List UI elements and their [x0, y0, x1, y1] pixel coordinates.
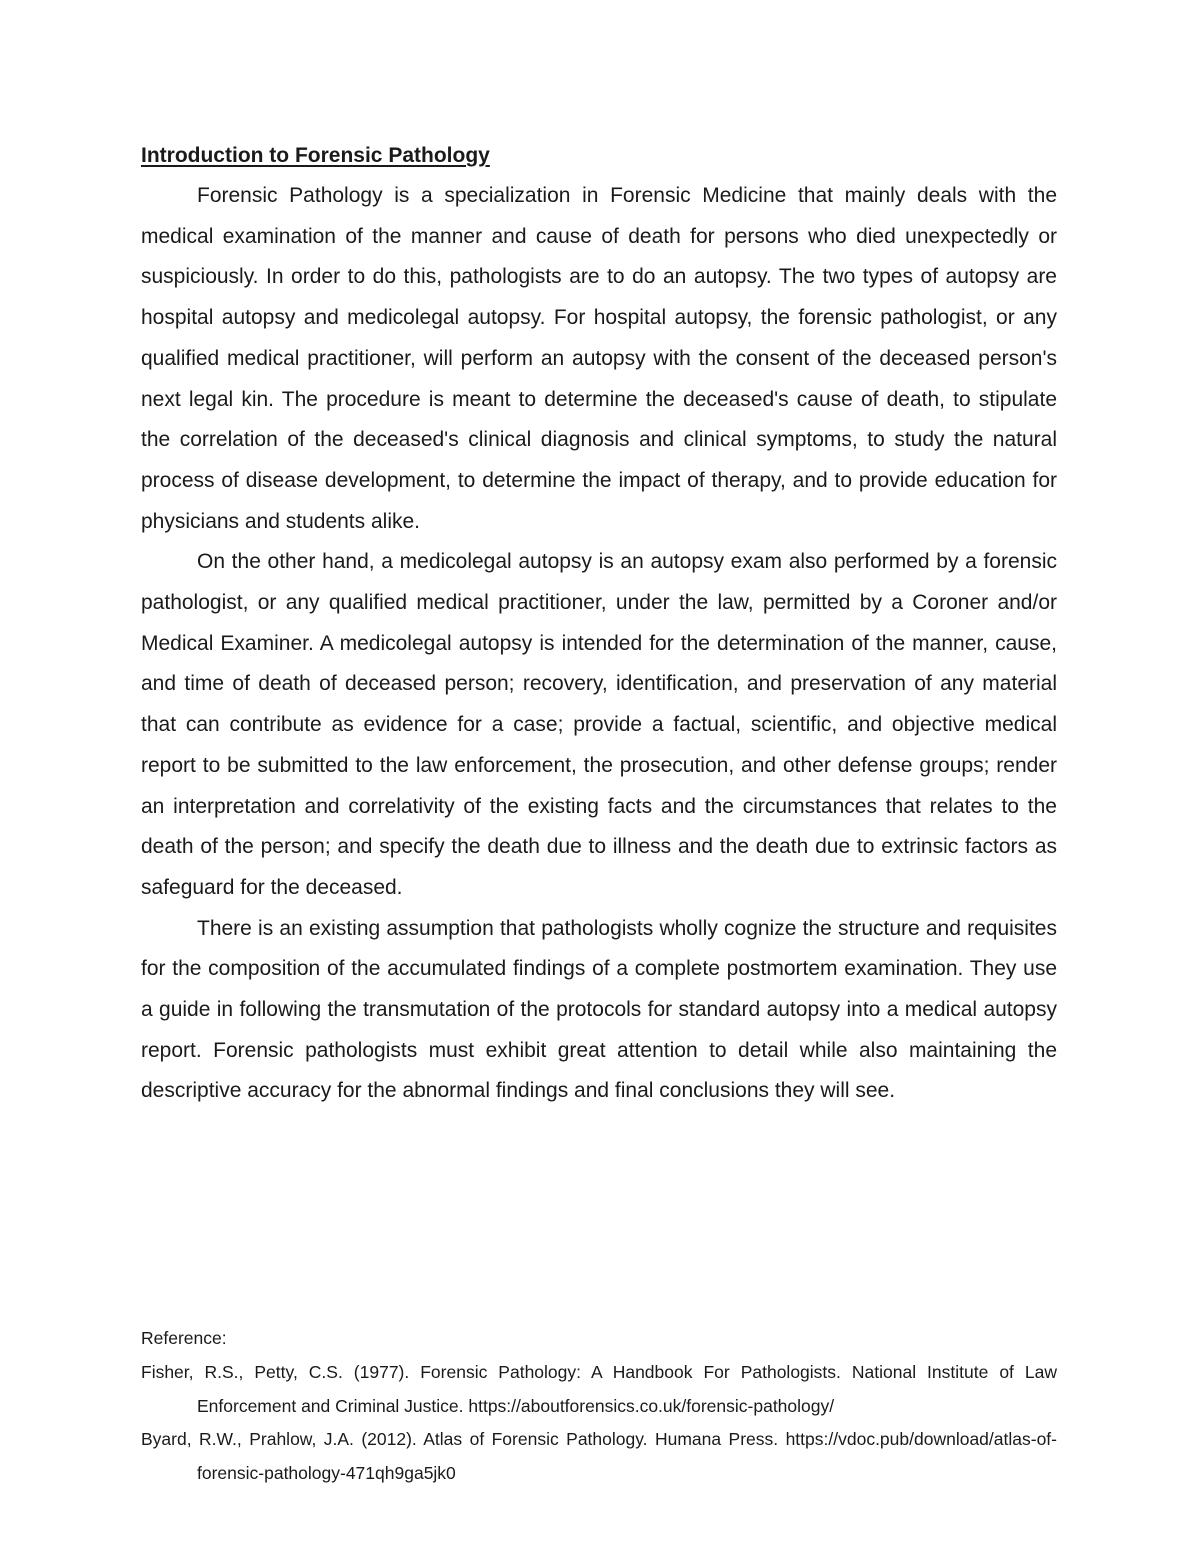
document-title: Introduction to Forensic Pathology	[141, 144, 490, 167]
document-body	[141, 140, 1057, 1112]
paragraph-2: On the other hand, a medicolegal autopsy is an autopsy exam also performed by a forensic pathologist, or any qualified medical practitioner, under the law, permitted by a Coroner and/or Medical Examiner. A medicolegal autopsy is intended for the determination of the manner, cause, and time of death of deceased person; recovery, identification, and preservation of any material that can contribute as evidence for a case; provide a factual, scientific, and objective medical report to be submitted to the law enforcement, the prosecution, and other defense groups; render an interpretation and correlativity of the existing facts and the circumstances that relates to the death of the person; and specify the death due to illness and the death due to extrinsic factors as safeguard for the deceased.	[141, 550, 1057, 899]
reference-entry-2: Byard, R.W., Prahlow, J.A. (2012). Atlas of Forensic Pathology. Humana Press. https://vdoc.pub/download/atlas-of-forensic-pathology-471qh9ga5jk0	[141, 1429, 1057, 1484]
paragraph-3: There is an existing assumption that pathologists wholly cognize the structure and requisites for the composition of the accumulated findings of a complete postmortem examination. They use a guide in following the transmutation of the protocols for standard autopsy into a medical autopsy report. Forensic pathologists must exhibit great attention to detail while also maintaining the descriptive accuracy for the abnormal findings and final conclusions they will see.	[141, 916, 1057, 1103]
references-heading: Reference:	[141, 1328, 227, 1348]
reference-entry-1: Fisher, R.S., Petty, C.S. (1977). Forensic Pathology: A Handbook For Pathologists. National Institute of Law Enforcement and Criminal Justice. https://aboutforensics.co.uk/forensic-pathology/	[141, 1361, 1057, 1416]
paragraph-1: Forensic Pathology is a specialization in Forensic Medicine that mainly deals with the medical examination of the manner and cause of death for persons who died unexpectedly or suspiciously. In order to do this, pathologists are to do an autopsy. The two types of autopsy are hospital autopsy and medicolegal autopsy. For hospital autopsy, the forensic pathologist, or any qualified medical practitioner, will perform an autopsy with the consent of the deceased person's next legal kin. The procedure is meant to determine the deceased's cause of death, to stipulate the correlation of the deceased's clinical diagnosis and clinical symptoms, to study the natural process of disease development, to determine the impact of therapy, and to provide education for physicians and students alike.	[141, 184, 1057, 533]
references-section	[141, 1322, 1057, 1491]
